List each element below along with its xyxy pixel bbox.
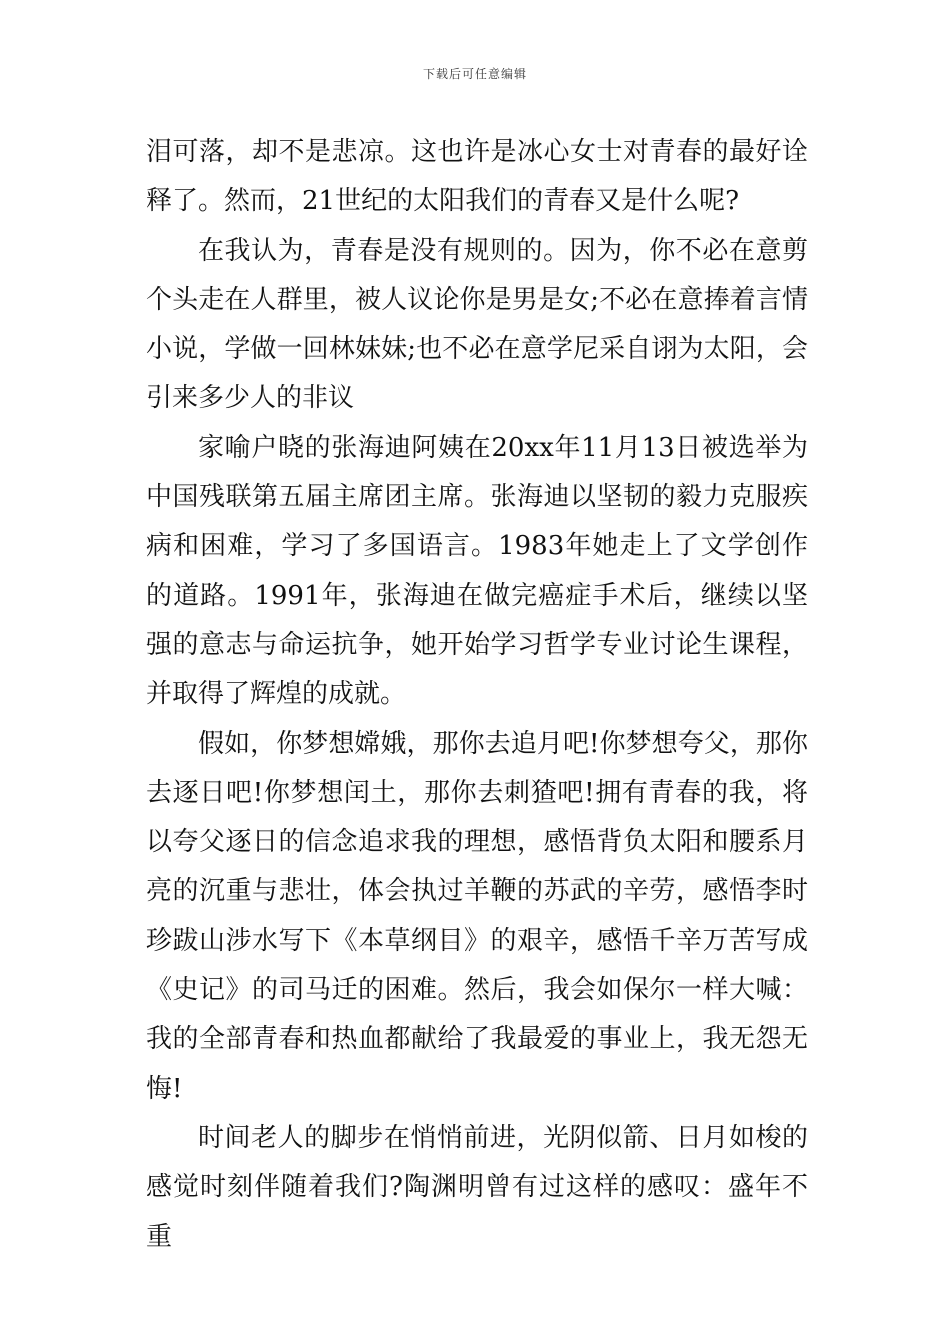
document-body bbox=[146, 128, 808, 1262]
paragraph-1: 泪可落，却不是悲凉。这也许是冰心女士对青春的最好诠释了。然而，21世纪的太阳我们的青春又是什么呢? bbox=[146, 137, 808, 217]
paragraph-4: 假如，你梦想嫦娥，那你去追月吧!你梦想夸父，那你去逐日吧!你梦想闰土，那你去刺猹吧!拥有青春的我，将以夸父逐日的信念追求我的理想，感悟背负太阳和腰系月亮的沉重与悲壮，体会执过羊鞭的苏武的辛劳，感悟李时珍跋山涉水写下《本草纲目》的艰辛，感悟千辛万苦写成《史记》的司马迁的困难。然后，我会如保尔一样大喊：我的全部青春和热血都献给了我最爱的事业上，我无怨无悔! bbox=[146, 728, 808, 1104]
paragraph-5: 时间老人的脚步在悄悄前进，光阴似箭、日月如梭的感觉时刻伴随着我们?陶渊明曾有过这样的感叹：盛年不重 bbox=[146, 1122, 808, 1252]
page-header: 下载后可任意编辑 bbox=[422, 67, 527, 81]
paragraph-3: 家喻户晓的张海迪阿姨在20xx年11月13日被选举为中国残联第五届主席团主席。张海迪以坚韧的毅力克服疾病和困难，学习了多国语言。1983年她走上了文学创作的道路。1991年，张海迪在做完癌症手术后，继续以坚强的意志与命运抗争，她开始学习哲学专业讨论生课程，并取得了辉煌的成就。 bbox=[146, 432, 808, 710]
paragraph-2: 在我认为，青春是没有规则的。因为，你不必在意剪个头走在人群里，被人议论你是男是女;不必在意捧着言情小说，学做一回林妹妹;也不必在意学尼采自诩为太阳，会引来多少人的非议 bbox=[146, 235, 808, 414]
